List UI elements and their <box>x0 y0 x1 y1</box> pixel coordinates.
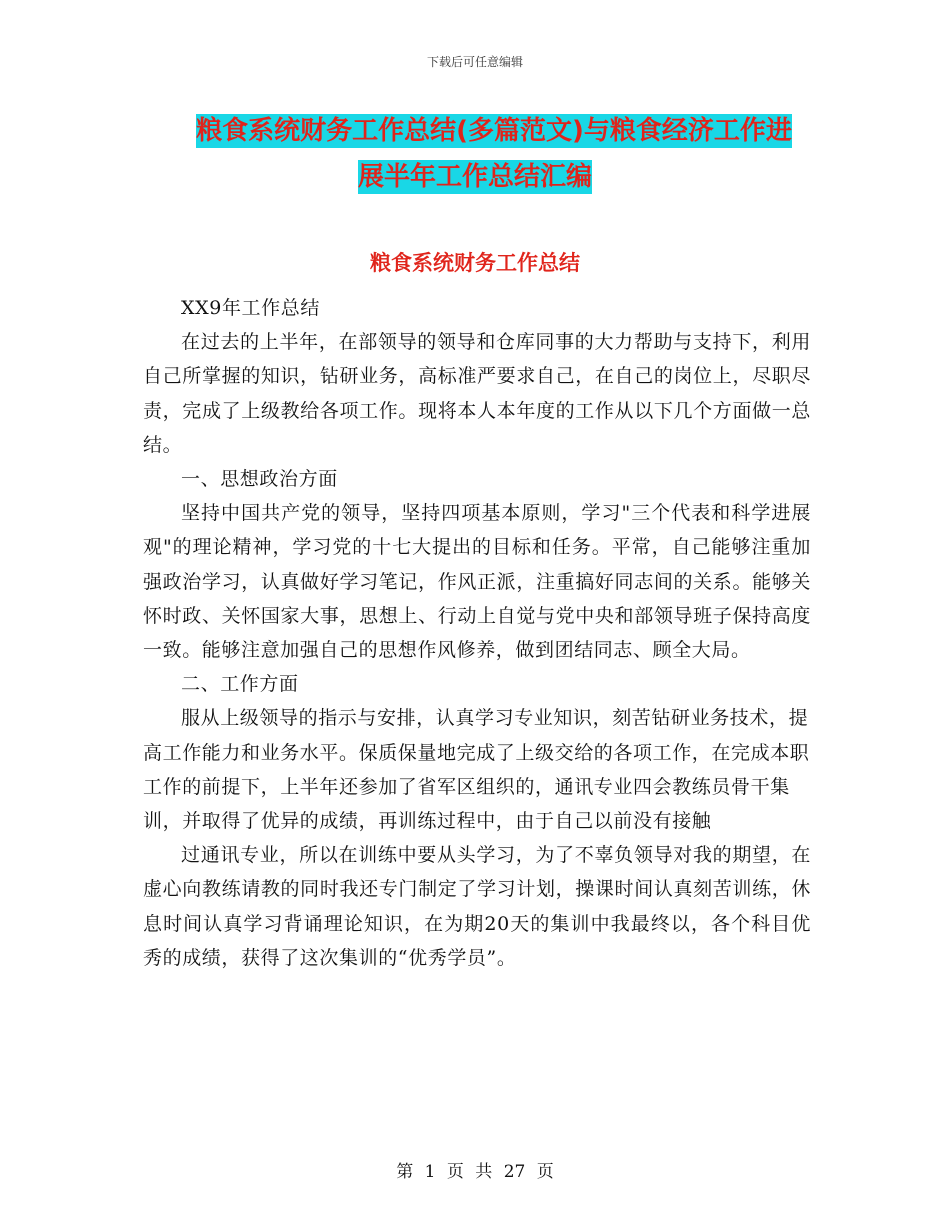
paragraph-intro: 在过去的上半年，在部领导的领导和仓库同事的大力帮助与支持下，利用自己所掌握的知识，钻研业务，高标准严要求自己，在自己的岗位上，尽职尽责，完成了上级教给各项工作。现将本人本年度的工作从以下几个方面做一总结。 <box>143 331 811 456</box>
document-body <box>143 291 811 975</box>
header-note: 下载后可任意编辑 <box>426 55 523 69</box>
paragraph-political-thought: 坚持中国共产党的领导，坚持四项基本原则，学习"三个代表和科学进展观"的理论精神，学习党的十七大提出的目标和任务。平常，自己能够注重加强政治学习，认真做好学习笔记，作风正派，注重搞好同志间的关系。能够关怀时政、关怀国家大事，思想上、行动上自觉与党中央和部领导班子保持高度一致。能够注意加强自己的思想作风修养，做到团结同志、顾全大局。 <box>143 502 811 662</box>
document-title <box>0 108 950 200</box>
page-footer: 第 1 页 共 27 页 <box>396 1162 554 1182</box>
document-title-line-1: 粮食系统财务工作总结(多篇范文)与粮食经济工作进 <box>196 116 792 146</box>
document-title-line-2: 展半年工作总结汇编 <box>357 162 592 192</box>
section-title: 粮食系统财务工作总结 <box>370 251 580 275</box>
heading-work: 二、工作方面 <box>181 673 299 696</box>
paragraph-year-summary: XX9年工作总结 <box>181 297 320 319</box>
heading-political-thought: 一、思想政治方面 <box>181 468 338 491</box>
paragraph-training: 过通讯专业，所以在训练中要从头学习，为了不辜负领导对我的期望，在虚心向教练请教的同时我还专门制定了学习计划，操课时间认真刻苦训练，休息时间认真学习背诵理论知识，在为期20天的集训中我最终以，各个科目优秀的成绩，获得了这次集训的“优秀学员”。 <box>143 844 811 969</box>
paragraph-work: 服从上级领导的指示与安排，认真学习专业知识，刻苦钻研业务技术，提高工作能力和业务水平。保质保量地完成了上级交给的各项工作，在完成本职工作的前提下，上半年还参加了省军区组织的，通讯专业四会教练员骨干集训，并取得了优异的成绩，再训练过程中，由于自己以前没有接触 <box>143 707 810 833</box>
